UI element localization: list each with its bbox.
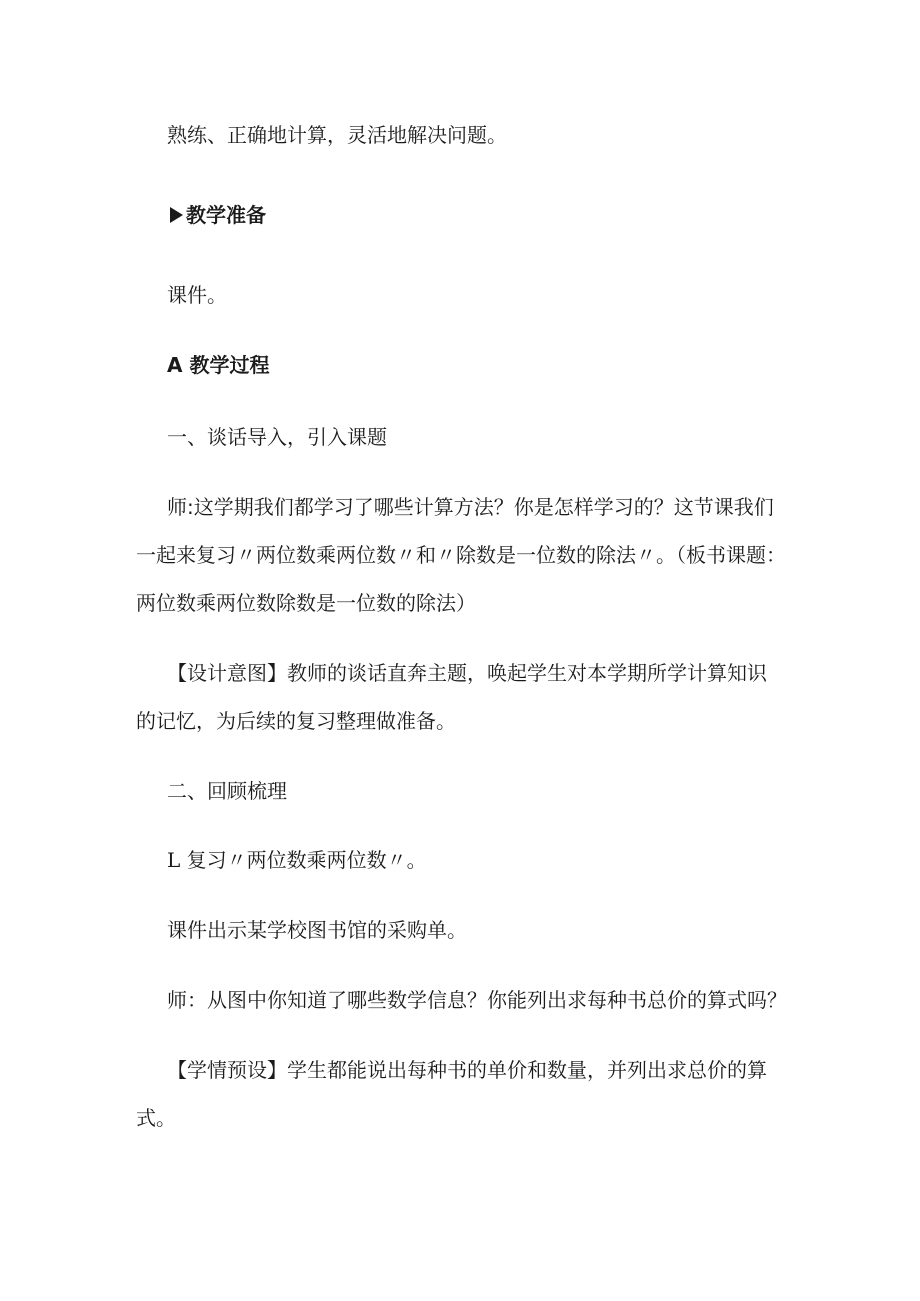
learning-prediction-line-1: 【学情预设】学生都能说出每种书的单价和数量，并列出求总价的算 xyxy=(167,1058,767,1082)
paragraph-objective: 熟练、正确地计算，灵活地解决问题。 xyxy=(167,123,507,147)
heading-teaching-process: A 教学过程 xyxy=(167,353,270,377)
design-intent-line-1: 【设计意图】教师的谈话直奔主题，唤起学生对本学期所学计算知识 xyxy=(167,661,767,685)
paragraph-teacher-1-line-1: 师:这学期我们都学习了哪些计算方法？你是怎样学习的？这节课我们 xyxy=(167,495,774,519)
paragraph-preparation: 课件。 xyxy=(167,283,227,307)
learning-prediction-line-2: 式。 xyxy=(136,1106,176,1130)
paragraph-courseware: 课件出示某学校图书馆的采购单。 xyxy=(167,918,467,942)
triangle-bullet-icon xyxy=(170,207,183,223)
paragraph-teacher-question: 师：从图中你知道了哪些数学信息？你能列出求每种书总价的算式吗？ xyxy=(167,988,787,1012)
paragraph-teacher-1-line-3: 两位数乘两位数除数是一位数的除法） xyxy=(136,591,476,615)
list-item-number: L xyxy=(167,848,181,872)
heading-teaching-preparation xyxy=(170,198,266,232)
design-intent-line-2: 的记忆，为后续的复习整理做准备。 xyxy=(136,709,456,733)
list-item-1 xyxy=(167,843,427,877)
paragraph-teacher-1-line-2: 一起来复习〃两位数乘两位数〃和〃除数是一位数的除法〃。（板书课题： xyxy=(136,543,786,567)
list-item-text: 复习〃两位数乘两位数〃。 xyxy=(186,848,427,872)
section-title-1: 一、谈话导入，引入课题 xyxy=(167,425,387,449)
heading-text: 教学准备 xyxy=(186,203,266,227)
section-title-2: 二、回顾梳理 xyxy=(167,779,287,803)
